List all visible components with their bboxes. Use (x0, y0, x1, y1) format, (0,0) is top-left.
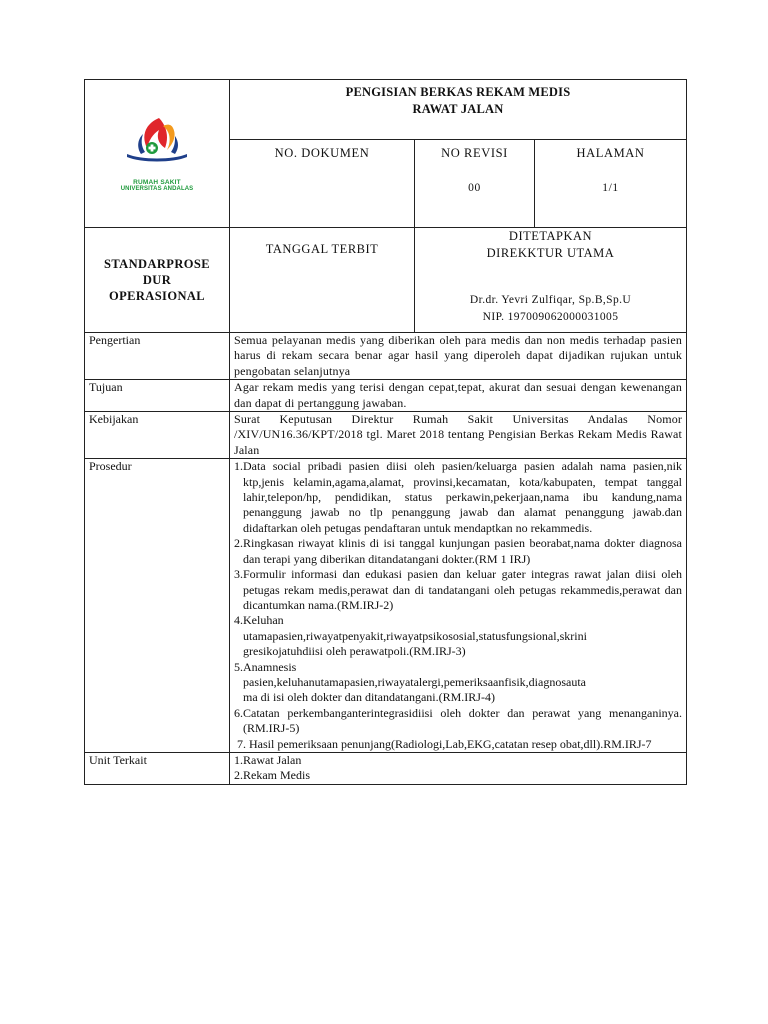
prosedur-item-text: Data social pribadi pasien diisi oleh pasien/keluarga pasien adalah nama pasien,nik ktp,jenis kelamin,agama,alamat, provinsi,kecamatan, kota/kabupaten, tempat tanggal lahir,telepon/hp, pendidikan, status perkawin,pekerjaan,nama ibu kandung,nama penanggung jawab no tlp penanggung jawab dan alamat penanggung jawab.dan didaftarkan oleh petugas pendaftaran untuk mendaptkan no rekammedis. (243, 459, 683, 535)
halaman-value: 1/1 (602, 182, 619, 195)
sop-label-line1: STANDARPROSE (104, 257, 210, 271)
no-dokumen-label: NO. DOKUMEN (274, 146, 370, 160)
prosedur-item-line: Keluhan (243, 613, 284, 628)
sop-table (84, 79, 687, 785)
title-line1: PENGISIAN BERKAS REKAM MEDIS (345, 85, 571, 99)
unit-terkait-item: 1.Rawat Jalan (234, 752, 302, 767)
prosedur-item-number: 2. (234, 536, 243, 551)
halaman-label: HALAMAN (576, 146, 645, 160)
sop-label-line2: DUR (142, 273, 172, 287)
sop-label-line3: OPERASIONAL (108, 289, 206, 303)
logo-text-line2: UNIVERSITAS ANDALAS (120, 185, 194, 192)
prosedur-list (230, 459, 687, 753)
prosedur-item (234, 536, 682, 567)
logo-text-line1: RUMAH SAKIT (133, 178, 181, 186)
prosedur-item-text: Hasil pemeriksaan penunjang(Radiologi,Lab,EKG,catatan resep obat,dll).RM.IRJ-7 (249, 736, 652, 751)
no-revisi-value: 00 (468, 182, 481, 195)
prosedur-item-line: utamapasien,riwayatpenyakit,riwayatpsikososial,statusfungsional,skrini (243, 628, 587, 643)
unit-terkait-label: Unit Terkait (85, 752, 230, 784)
kebijakan-text: Surat Keputusan Direktur Rumah Sakit Universitas Andalas Nomor /XIV/UN16.36/KPT/2018 tgl. Maret 2018 tentang Pengisian Berkas Rekam Medis Rawat Jalan (230, 412, 687, 459)
prosedur-item-text: Formulir informasi dan edukasi pasien dan keluar gater integras rawat jalan diisi oleh petugas rekam medis,perawat dan di tandatangani oleh petugas rekammedis,perawat dan dicantumkan nama.(RM.IRJ-2) (243, 567, 683, 612)
document-title (230, 80, 687, 140)
prosedur-item (234, 567, 682, 613)
prosedur-item-text (243, 613, 682, 659)
prosedur-item-number: 6. (234, 705, 243, 720)
title-line2: RAWAT JALAN (412, 102, 504, 116)
pengertian-text: Semua pelayanan medis yang diberikan oleh para medis dan non medis terhadap pasien harus di rekam secara benar agar hasil yang diperoleh dapat dijadikan rujukan untuk pengobatan selanjutnya (230, 333, 687, 380)
tanggal-terbit-label: TANGGAL TERBIT (230, 228, 415, 333)
prosedur-label: Prosedur (85, 459, 230, 753)
prosedur-item-number: 3. (234, 567, 243, 582)
prosedur-item (234, 459, 682, 536)
prosedur-item-number: 7. (234, 736, 249, 751)
prosedur-item (234, 706, 682, 737)
kebijakan-label: Kebijakan (85, 412, 230, 459)
hospital-logo-icon (107, 114, 207, 174)
director-name: Dr.dr. Yevri Zulfiqar, Sp.B,Sp.U (469, 294, 632, 306)
pengertian-label: Pengertian (85, 333, 230, 380)
halaman-cell (535, 140, 687, 228)
ditetapkan-line2: DIREKKTUR UTAMA (486, 246, 615, 260)
prosedur-item (234, 613, 682, 659)
prosedur-item (234, 660, 682, 706)
prosedur-item-number: 5. (234, 659, 243, 674)
sop-label-cell (85, 228, 230, 333)
prosedur-item-text (243, 660, 682, 706)
prosedur-item-text: Ringkasan riwayat klinis di isi tanggal kunjungan pasien beorabat,nama dokter diagnosa dan terapi yang diberikan ditandatangani dokter.(RM 1 IRJ) (243, 536, 683, 566)
ditetapkan-cell (415, 228, 687, 333)
unit-terkait-list (230, 752, 687, 784)
prosedur-item-line: pasien,keluhanutamapasien,riwayatalergi,pemeriksaanfisik,diagnosauta (243, 674, 586, 689)
tujuan-label: Tujuan (85, 380, 230, 412)
logo-cell (85, 80, 230, 228)
prosedur-item-line: Anamnesis (243, 659, 297, 674)
unit-terkait-item: 2.Rekam Medis (234, 768, 310, 783)
prosedur-item-line: gresikojatuhdiisi oleh perawatpoli.(RM.IRJ-3) (243, 644, 466, 659)
no-revisi-cell (415, 140, 535, 228)
tujuan-text: Agar rekam medis yang terisi dengan cepat,tepat, akurat dan sesuai dengan kewenangan dan dapat di pertanggung jawaban. (230, 380, 687, 412)
prosedur-item-line: ma di isi oleh dokter dan ditandatangani.(RM.IRJ-4) (243, 690, 495, 705)
director-nip: NIP. 197009062000031005 (482, 311, 619, 323)
ditetapkan-line1: DITETAPKAN (508, 229, 593, 243)
prosedur-item-text: Catatan perkembanganterintegrasidiisi oleh dokter dan perawat yang menanganinya.(RM.IRJ-5) (243, 705, 683, 736)
prosedur-item-number: 4. (234, 613, 243, 628)
no-revisi-label: NO REVISI (441, 146, 508, 160)
prosedur-item (234, 737, 682, 752)
no-dokumen-cell (230, 140, 415, 228)
prosedur-item-number: 1. (234, 459, 243, 474)
